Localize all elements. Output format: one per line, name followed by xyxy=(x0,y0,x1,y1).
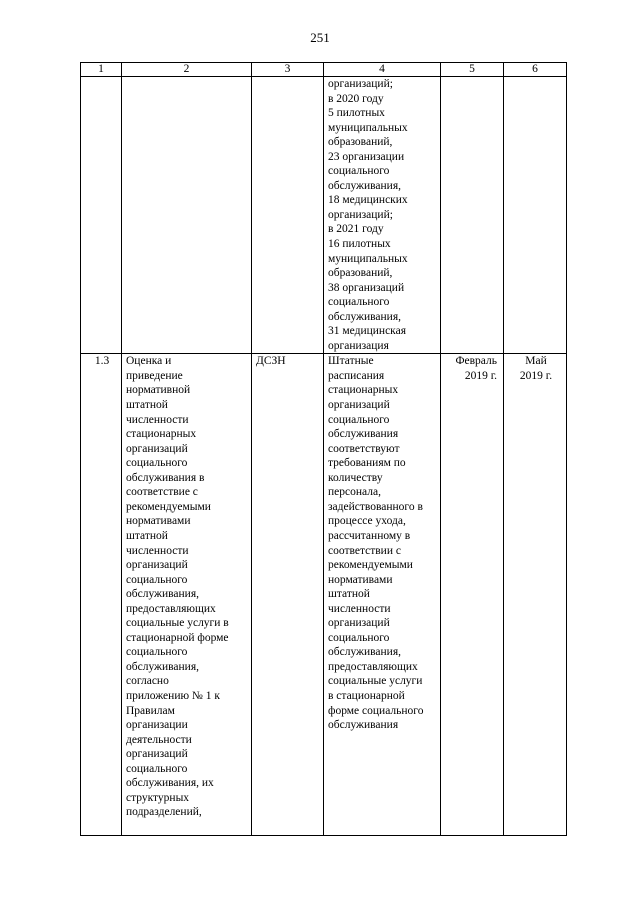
text-line: социального xyxy=(328,296,390,309)
column-number-2: 2 xyxy=(122,63,252,77)
text-line: обслуживания, xyxy=(126,588,199,601)
text-line: организаций xyxy=(126,748,188,761)
text-line: рассчитанному в xyxy=(328,529,411,542)
text-line: нормативами xyxy=(328,573,393,586)
text-line: организаций xyxy=(126,442,188,455)
text-line: организации xyxy=(126,719,188,732)
text-line: Май xyxy=(525,355,547,368)
text-line: рекомендуемыми xyxy=(328,559,413,572)
text-line: социального xyxy=(126,646,188,659)
text-line: стационарных xyxy=(328,384,399,397)
column-number-6: 6 xyxy=(504,63,567,77)
text-line: 2019 г. xyxy=(464,369,497,382)
text-line: муниципальных xyxy=(328,121,408,134)
text-line: в стационарной xyxy=(328,689,405,702)
text-line: организаций; xyxy=(328,208,393,221)
text-line: Оценка и xyxy=(126,355,172,368)
cell-empty xyxy=(441,77,504,354)
page-number: 251 xyxy=(310,30,330,45)
text-line: 38 организаций xyxy=(328,281,405,294)
text-line: требованиям по xyxy=(328,457,406,470)
text-line: образований, xyxy=(328,136,393,149)
text-line: организаций xyxy=(328,399,390,412)
result-cell-continued xyxy=(324,77,441,354)
cell-empty xyxy=(252,77,324,354)
text-line: социального xyxy=(328,631,390,644)
text-line: приложению № 1 к xyxy=(126,689,220,702)
column-number-1: 1 xyxy=(81,63,122,77)
text-line: в 2020 году xyxy=(328,92,384,105)
text-line: подразделений, xyxy=(126,806,202,819)
text-line: социальные услуги в xyxy=(126,617,229,630)
table-row-1-3 xyxy=(81,354,567,836)
text-line: штатной xyxy=(328,588,370,601)
text-line: Правилам xyxy=(126,704,175,717)
text-line: 31 медицинская xyxy=(328,325,406,338)
text-line: нормативной xyxy=(126,384,191,397)
text-line: численности xyxy=(126,413,189,426)
text-line: обслуживания, их xyxy=(126,777,214,790)
text-line: образований, xyxy=(328,267,393,280)
column-number-4: 4 xyxy=(324,63,441,77)
expected-result xyxy=(324,354,441,836)
text-line: социального xyxy=(328,413,390,426)
text-line: обслуживания в xyxy=(126,471,205,484)
text-line: персонала, xyxy=(328,486,381,499)
text-line: организаций xyxy=(328,617,390,630)
text-line: приведение xyxy=(126,369,183,382)
text-line: организаций; xyxy=(328,78,393,90)
text-line: муниципальных xyxy=(328,252,408,265)
text-line: количеству xyxy=(328,471,383,484)
text-line: Февраль xyxy=(455,355,497,368)
end-date xyxy=(504,354,567,836)
cell-empty xyxy=(504,77,567,354)
text-line: социальные услуги xyxy=(328,675,423,688)
column-number-row xyxy=(81,63,567,77)
text-line: социального xyxy=(328,165,390,178)
text-line: штатной xyxy=(126,399,168,412)
item-number: 1.3 xyxy=(81,354,122,836)
text-line: структурных xyxy=(126,791,190,804)
text-line: обслуживания xyxy=(328,428,399,441)
text-line: стационарной форме xyxy=(126,631,229,644)
text-line: обслуживания xyxy=(328,719,399,732)
text-line: 23 организации xyxy=(328,150,405,163)
table-row-continued xyxy=(81,77,567,354)
cell-empty xyxy=(122,77,252,354)
text-line: соответствии с xyxy=(328,544,401,557)
text-line: соответствие с xyxy=(126,486,198,499)
text-line: Штатные xyxy=(328,355,374,368)
text-line: соответствуют xyxy=(328,442,400,455)
text-line: рекомендуемыми xyxy=(126,500,211,513)
text-line: обслуживания, xyxy=(328,179,401,192)
text-line: предоставляющих xyxy=(328,660,418,673)
text-line: штатной xyxy=(126,529,168,542)
text-line: социального xyxy=(126,573,188,586)
text-line: организация xyxy=(328,339,389,352)
text-line: деятельности xyxy=(126,733,192,746)
text-line: в 2021 году xyxy=(328,223,384,236)
executor: ДСЗН xyxy=(252,354,324,836)
text-line: задействованного в xyxy=(328,500,423,513)
text-line: 16 пилотных xyxy=(328,238,391,251)
text-line: обслуживания, xyxy=(126,660,199,673)
text-line: социального xyxy=(126,762,188,775)
text-line: предоставляющих xyxy=(126,602,216,615)
text-line: форме социального xyxy=(328,704,424,717)
text-line: расписания xyxy=(328,369,385,382)
column-number-5: 5 xyxy=(441,63,504,77)
text-line: нормативами xyxy=(126,515,191,528)
text-line: обслуживания, xyxy=(328,646,401,659)
plan-table xyxy=(80,62,567,836)
text-line: согласно xyxy=(126,675,169,688)
text-line: 2019 г. xyxy=(519,369,553,382)
measure-description xyxy=(122,354,252,836)
text-line: организаций xyxy=(126,559,188,572)
text-line: социального xyxy=(126,457,188,470)
text-line: обслуживания, xyxy=(328,310,401,323)
column-number-3: 3 xyxy=(252,63,324,77)
start-date xyxy=(441,354,504,836)
text-line: 5 пилотных xyxy=(328,107,385,120)
text-line: 18 медицинских xyxy=(328,194,408,207)
text-line: численности xyxy=(328,602,391,615)
text-line: стационарных xyxy=(126,428,197,441)
text-line: процессе ухода, xyxy=(328,515,406,528)
cell-empty xyxy=(81,77,122,354)
text-line: численности xyxy=(126,544,189,557)
